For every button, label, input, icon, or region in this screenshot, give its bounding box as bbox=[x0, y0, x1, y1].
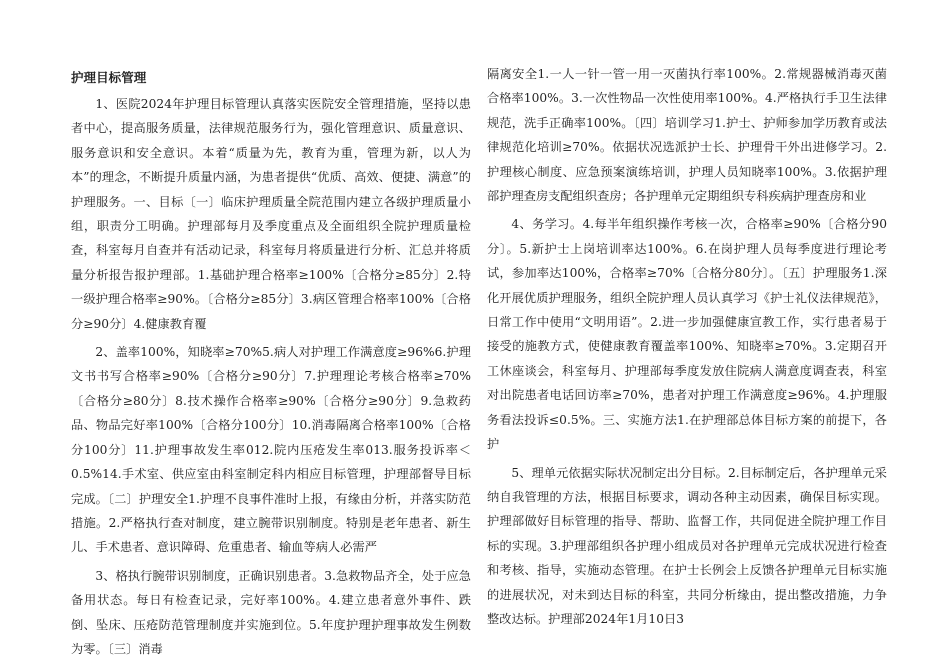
left-column bbox=[71, 60, 471, 665]
document-title: 护理目标管理 bbox=[71, 70, 147, 85]
paragraph-4: 4、务学习。4.每半年组织操作考核一次，合格率≥90%〔合格分90分〕。5.新护士上岗培训率达100%。6.在岗护理人员每季度进行理论考试，参加率达100%，合格率≥70%〔合格分80分〕。〔五〕护理服务1.深化开展优质护理服务，组织全院护理人员认真学习《护士礼仪法律规范》，日常工作中使用“文明用语”。2.进一步加强健康宣教工作，实行患者易于接受的施教方式，使健康教育覆盖率100%、知晓率≥70%。3.定期召开工休座谈会，科室每月、护理部每季度发放住院病人满意度调查表，科室对出院患者电话回访率≥70%，患者对护理工作满意度≥96%。4.护理服务看法投诉≤0.5%。三、实施方法1.在护理部总体目标方案的前提下，各护 bbox=[487, 217, 887, 452]
paragraph-3: 3、格执行腕带识别制度，正确识别患者。3.急救物品齐全，处于应急备用状态。每日有检查记录，完好率100%。4.建立患者意外事件、跌倒、坠床、压疮防范管理制度并实施到位。5.年度护理护理事故发生例数为零。〔三〕消毒 bbox=[71, 568, 471, 656]
paragraph-2: 2、盖率100%，知晓率≥70%5.病人对护理工作满意度≥96%6.护理文书书写合格率≥90%〔合格分≥90分〕7.护理理论考核合格率≥70%〔合格分≥80分〕8.技术操作合格率≥90%〔合格分≥90分〕9.急救药品、物品完好率100%〔合格分100分〕10.消毒隔离合格率100%〔合格分100分〕11.护理事故发生率012.院内压疮发生率013.服务投诉率＜0.5%14.手术室、供应室由科室制定科内相应目标管理，护理部督导目标完成。〔二〕护理安全1.护理不良事件准时上报，有缘由分析，并落实防范措施。2.严格执行查对制度，建立腕带识别制度。特别是老年患者、新生儿、手术患者、意识障碍、危重患者、输血等病人必需严 bbox=[71, 345, 471, 555]
paragraph-5: 5、理单元依据实际状况制定出分目标。2.目标制定后，各护理单元采纳自我管理的方法，根据目标要求，调动各种主动因素，确保目标实现。护理部做好目标管理的指导、帮助、监督工作，共同促进全院护理工作目标的实现。3.护理部组织各护理小组成员对各护理单元完成状况进行检查和考核、指导，实施动态管理。在护士长例会上反馈各护理单元目标实施的进展状况，对未到达目标的科室，共同分析缘由，提出整改措施，力争整改达标。护理部2024年1月10日3 bbox=[487, 465, 887, 626]
paragraph-3-continued: 隔离安全1.一人一针一管一用一灭菌执行率100%。2.常规器械消毒灭菌合格率100%。3.一次性物品一次性使用率100%。4.严格执行手卫生法律规范，洗手正确率100%。〔四〕培训学习1.护士、护师参加学历教育或法律规范化培训≥70%。依据状况选派护士长、护理骨干外出进修学习。2.护理核心制度、应急预案演练培训，护理人员知晓率100%。3.依据护理部护理查房支配组织查房；各护理单元定期组织专科疾病护理查房和业 bbox=[487, 67, 887, 204]
right-column bbox=[487, 62, 887, 635]
paragraph-1: 1、医院2024年护理目标管理认真落实医院安全管理措施，坚持以患者中心，提高服务质量，法律规范服务行为，强化管理意识、质量意识、服务意识和安全意识。本着“质量为先，教育为重，管理为新，以人为本”的理念，不断提升质量内涵，为患者提供“优质、高效、便捷、满意”的护理服务。一、目标〔一〕临床护理质量全院范围内建立各级护理质量小组，职责分工明确。护理部每月及季度重点及全面组织全院护理质量检查，科室每月自查并有活动记录，科室每月将质量进行分析、汇总并将质量分析报告报护理部。1.基础护理合格率≥100%〔合格分≥85分〕2.特一级护理合格率≥90%。〔合格分≥85分〕3.病区管理合格率100%〔合格分≥90分〕4.健康教育覆 bbox=[71, 97, 471, 331]
